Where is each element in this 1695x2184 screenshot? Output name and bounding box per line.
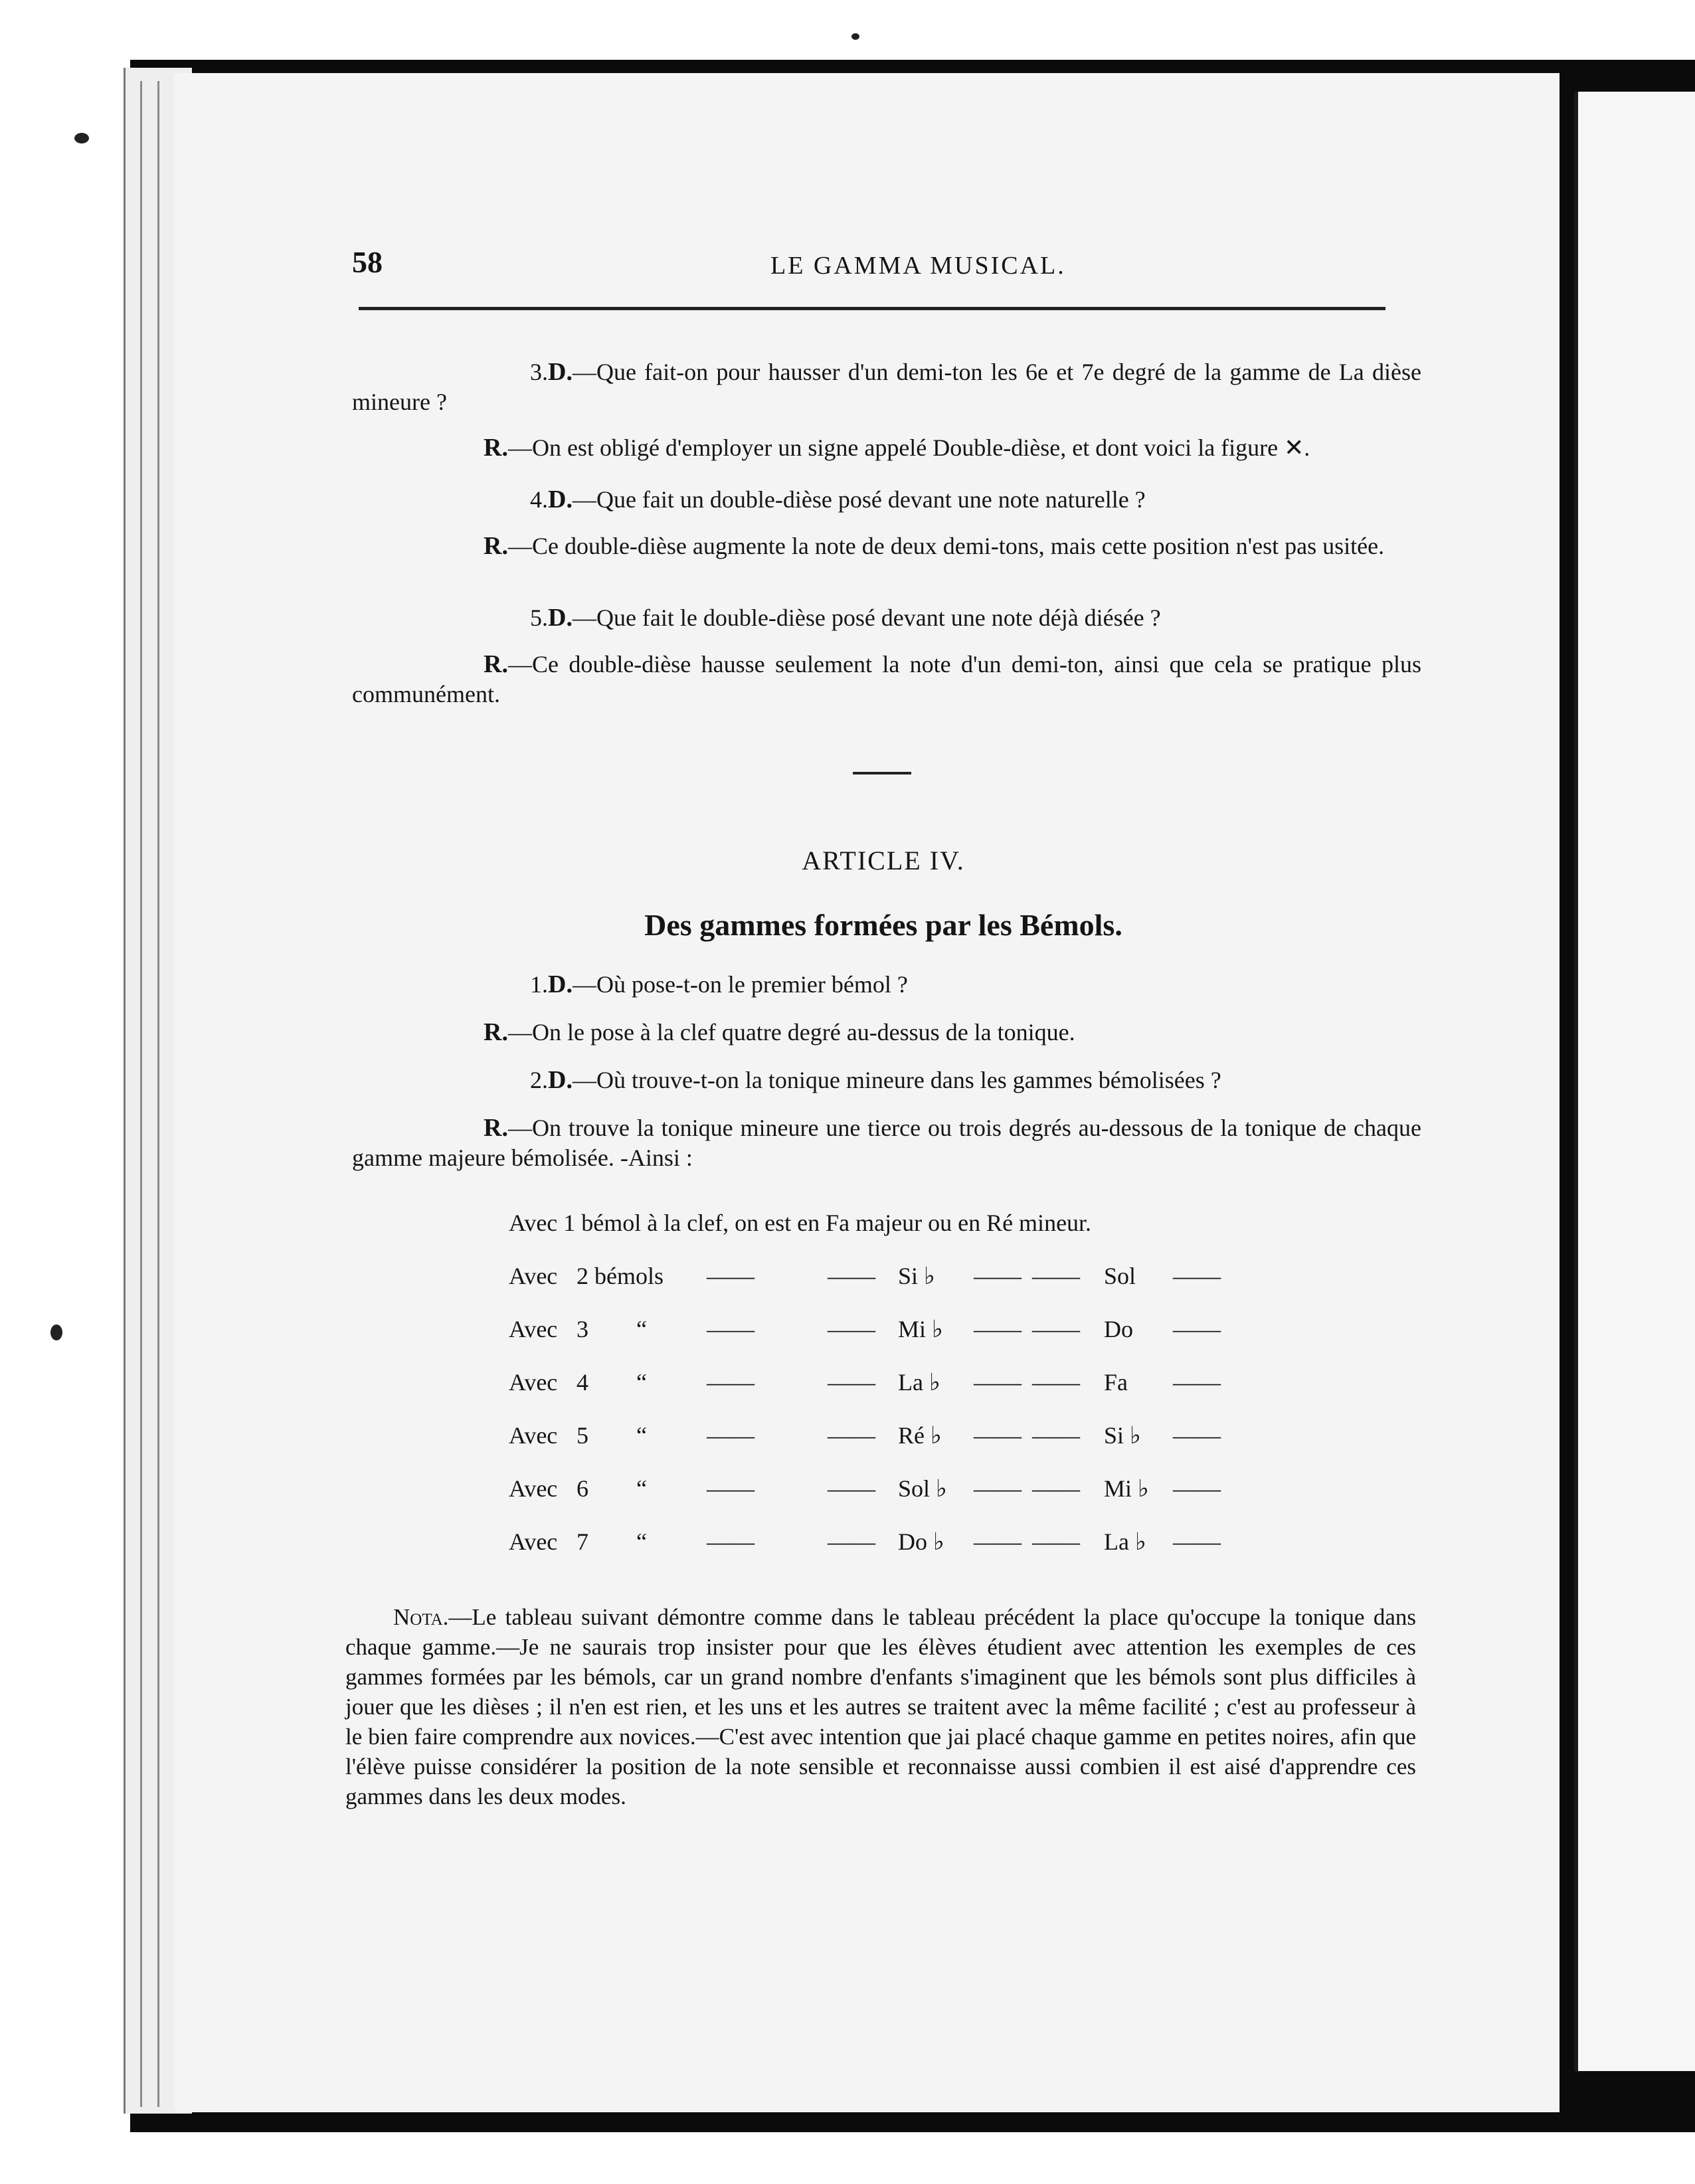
answer-label: R. <box>484 1114 508 1142</box>
question-number: 5. <box>530 604 548 631</box>
row-minor-key: Sol <box>1104 1263 1136 1289</box>
row-ditto: “ <box>636 1316 647 1342</box>
qa-answer-5 <box>352 650 1421 709</box>
answer-text: —On le pose à la clef quatre degré au-dessus de la tonique. <box>507 1019 1075 1046</box>
flat-table-row <box>509 1315 1239 1355</box>
qa-answer-2 <box>352 1113 1421 1173</box>
qa-answer-1 <box>352 1018 1421 1047</box>
answer-text: —Ce double-dièse augmente la note de deux demi-tons, mais cette position n'est pas usitée. <box>507 533 1385 559</box>
row-ditto: “ <box>636 1475 647 1502</box>
nota-label: Nota. <box>393 1604 449 1630</box>
scan-speck <box>851 33 859 40</box>
row-major-key: Sol ♭ <box>898 1475 948 1502</box>
row-dash: —— <box>707 1316 755 1342</box>
answer-label: R. <box>484 650 508 678</box>
question-text: —Où trouve-t-on la tonique mineure dans les gammes bémolisées ? <box>572 1067 1221 1093</box>
row-ditto: “ <box>636 1369 647 1396</box>
qa-question-5 <box>352 603 1421 633</box>
answer-label: R. <box>484 532 508 560</box>
row-dash: —— <box>1173 1369 1221 1396</box>
answer-label: R. <box>484 1018 508 1046</box>
row-dash: —— <box>828 1528 875 1555</box>
row-dash: —— <box>974 1263 1022 1289</box>
flat-table-row <box>509 1368 1239 1408</box>
question-text: —Que fait un double-dièse posé devant une note naturelle ? <box>572 486 1146 513</box>
row-dash: —— <box>1032 1263 1080 1289</box>
question-label: D. <box>548 970 573 998</box>
nota-text: —Le tableau suivant démontre comme dans le tableau précédent la place qu'occupe la tonique dans chaque gamme.—Je ne saurais trop insister pour que les élèves étudient avec attention les exemples de ces gammes formées par les bémols, car un grand nombre d'enfants s'imaginent que les bémols sont plus difficiles à jouer que les dièses ; il n'en est rien, et les uns et les autres se traitent avec la même facilité ; c'est au professeur à le bien faire comprendre aux novices.—C'est avec intention que jai placé chaque gamme en petites noires, afin que l'élève puisse considérer la position de la note sensible et reconnaisse aussi combien il est aisé d'apprendre ces gammes dans les deux modes. <box>345 1604 1416 1809</box>
answer-text: —On trouve la tonique mineure une tierce ou trois degrés au-dessous de la tonique de chaque gamme majeure bémolisée. -Ainsi : <box>352 1115 1421 1171</box>
scan-speck <box>50 1324 62 1340</box>
row-dash: —— <box>828 1422 875 1449</box>
row-major-key: Ré ♭ <box>898 1422 942 1449</box>
row-avec: Avec <box>509 1422 558 1449</box>
question-label: D. <box>548 1066 573 1094</box>
row-minor-key: La ♭ <box>1104 1528 1146 1555</box>
question-number: 2. <box>530 1067 548 1093</box>
answer-label: R. <box>484 434 508 462</box>
row-dash: —— <box>1032 1422 1080 1449</box>
row-dash: —— <box>1173 1263 1221 1289</box>
question-number: 3. <box>530 359 548 385</box>
row-ditto: “ <box>636 1528 647 1555</box>
qa-question-2 <box>352 1065 1421 1095</box>
row-dash: —— <box>1032 1316 1080 1342</box>
section-separator <box>853 772 911 774</box>
qa-answer-4 <box>352 531 1421 561</box>
row-dash: —— <box>1032 1475 1080 1502</box>
qa-answer-3 <box>352 433 1421 463</box>
row-dash: —— <box>1032 1369 1080 1396</box>
question-number: 4. <box>530 486 548 513</box>
row-count: 7 <box>577 1528 588 1555</box>
row-dash: —— <box>707 1422 755 1449</box>
question-label: D. <box>548 486 573 513</box>
flat-table-first-line: Avec 1 bémol à la clef, on est en Fa majeur ou en Ré mineur. <box>509 1210 1092 1236</box>
row-dash: —— <box>707 1528 755 1555</box>
answer-text: —Ce double-dièse hausse seulement la note d'un demi-ton, ainsi que cela se pratique plus communément. <box>352 651 1421 707</box>
qa-question-4 <box>352 485 1421 515</box>
page-number: 58 <box>352 245 383 279</box>
qa-question-3 <box>352 357 1421 417</box>
row-minor-key: Si ♭ <box>1104 1422 1142 1449</box>
row-dash: —— <box>1173 1528 1221 1555</box>
row-minor-key: Do <box>1104 1316 1133 1342</box>
flat-table-row <box>509 1421 1239 1461</box>
row-count: 5 <box>577 1422 588 1449</box>
row-dash: —— <box>828 1316 875 1342</box>
question-label: D. <box>548 358 573 386</box>
flat-table-row <box>509 1475 1239 1514</box>
row-minor-key: Mi ♭ <box>1104 1475 1149 1502</box>
row-avec: Avec <box>509 1475 558 1502</box>
flat-table-row <box>509 1262 1239 1302</box>
row-dash: —— <box>828 1369 875 1396</box>
row-dash: —— <box>974 1528 1022 1555</box>
row-ditto: “ <box>636 1422 647 1449</box>
row-dash: —— <box>707 1475 755 1502</box>
row-major-key: Si ♭ <box>898 1263 936 1289</box>
row-dash: —— <box>1173 1316 1221 1342</box>
row-avec: Avec <box>509 1316 558 1342</box>
flat-table-row <box>509 1528 1239 1568</box>
question-label: D. <box>548 604 573 632</box>
row-avec: Avec <box>509 1263 558 1289</box>
row-major-key: Mi ♭ <box>898 1316 943 1342</box>
row-dash: —— <box>1173 1422 1221 1449</box>
running-title: LE GAMMA MUSICAL. <box>770 252 1066 280</box>
row-dash: —— <box>707 1263 755 1289</box>
header-rule <box>359 307 1385 310</box>
nota-paragraph <box>345 1602 1416 1811</box>
qa-question-1 <box>352 970 1421 1000</box>
article-heading: ARTICLE IV. <box>802 846 965 875</box>
row-dash: —— <box>974 1316 1022 1342</box>
row-dash: —— <box>1173 1475 1221 1502</box>
row-avec: Avec <box>509 1528 558 1555</box>
row-dash: —— <box>1032 1528 1080 1555</box>
row-dash: —— <box>828 1475 875 1502</box>
row-count: 4 <box>577 1369 588 1396</box>
row-major-key: La ♭ <box>898 1369 940 1396</box>
question-text: —Que fait-on pour hausser d'un demi-ton les 6e et 7e degré de la gamme de La dièse mineure ? <box>352 359 1421 415</box>
row-dash: —— <box>974 1422 1022 1449</box>
row-dash: —— <box>828 1263 875 1289</box>
answer-text: —On est obligé d'employer un signe appelé Double-dièse, et dont voici la figure ✕. <box>507 434 1310 461</box>
question-number: 1. <box>530 971 548 998</box>
row-count: 2 bémols <box>577 1263 664 1289</box>
row-count: 3 <box>577 1316 588 1342</box>
row-dash: —— <box>974 1475 1022 1502</box>
facing-page-edge <box>1574 92 1695 2071</box>
row-avec: Avec <box>509 1369 558 1396</box>
scan-speck <box>74 133 89 143</box>
row-count: 6 <box>577 1475 588 1502</box>
question-text: —Où pose-t-on le premier bémol ? <box>572 971 908 998</box>
question-text: —Que fait le double-dièse posé devant une note déjà diésée ? <box>572 604 1161 631</box>
row-minor-key: Fa <box>1104 1369 1128 1396</box>
row-dash: —— <box>974 1369 1022 1396</box>
row-dash: —— <box>707 1369 755 1396</box>
row-major-key: Do ♭ <box>898 1528 944 1555</box>
article-subtitle: Des gammes formées par les Bémols. <box>644 908 1122 942</box>
